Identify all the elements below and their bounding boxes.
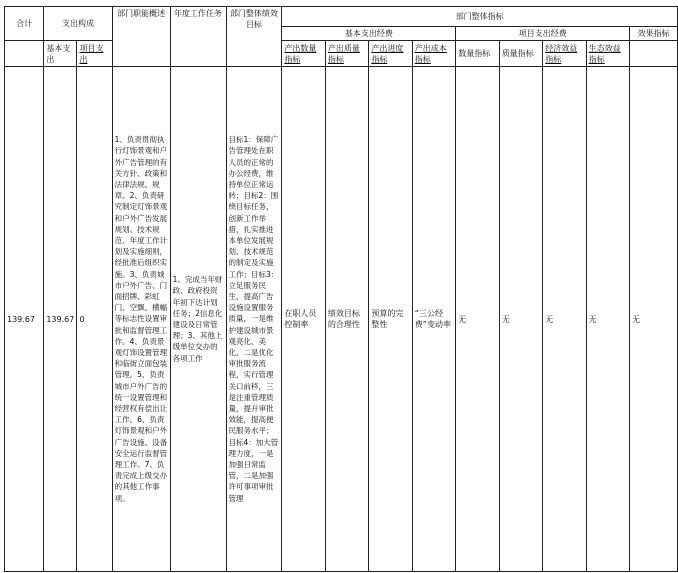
header-project-funds: 项目支出经费: [456, 27, 630, 41]
header-quality-indicator: 质量指标: [499, 41, 542, 67]
row-quantity-indicator: 无: [456, 67, 499, 572]
row-output-cost: “三公经费”变动率: [412, 67, 455, 572]
row-project: 0: [77, 67, 112, 572]
header-effect-indicator: 效果指标: [630, 27, 678, 41]
header-project-expense: 项目支出: [77, 41, 112, 67]
row-total: 139.67: [5, 67, 44, 572]
header-output-progress: 产出进度指标: [369, 41, 412, 67]
row-perf-goal: 目标1：保障广告管理处在职人员的正常的办公经费，维持单位正常运转；目标2：围绕目标任务，创新工作举措，扎实推进本单位发展规划、技术规范的制定及实施工作；目标3：立足服务民生，提高广告设施设置服务质量，一是维护建设城市景观亮化、美化，二是优化审批服务流程，实行管理关口前移，三是注重管理质量，提升审批效能，提高便民服务水平；目标4：加大管理力度，一是加强日常监管，二是加强许可事项审批管理: [226, 67, 282, 572]
header-basic-expense: 基本支出: [44, 41, 77, 67]
row-output-progress: 预算的完整性: [369, 67, 412, 572]
header-dept-function: 部门职能概述: [112, 7, 170, 67]
header-economic-benefit: 经济效益指标: [543, 41, 586, 67]
row-quality-indicator: 无: [499, 67, 542, 572]
header-expenditure-composition: 支出构成: [44, 7, 112, 41]
header-annual-task: 年度工作任务: [170, 7, 226, 67]
row-effect-indicator: 无: [630, 67, 678, 572]
header-output-quality: 产出质量指标: [325, 41, 368, 67]
header-ecological-benefit: 生态效益指标: [586, 41, 629, 67]
header-output-quantity: 产出数量指标: [282, 41, 325, 67]
header-quantity-indicator: 数量指标: [456, 41, 499, 67]
row-economic-benefit: 无: [543, 67, 586, 572]
header-output-cost: 产出成本指标: [412, 41, 455, 67]
header-perf-indicators: 部门整体指标: [282, 7, 678, 27]
header-perf-goal: 部门整体绩效目标: [226, 7, 282, 67]
row-dept-function: 1、负责贯彻执行灯饰景观和户外广告管理的有关方针、政策和法律法规、规章。2、负责研究制定灯饰景观和户外广告发展规划、技术规范、年度工作计划及实施细则，经批准后组织实施。3、负责城市户外广告、门面招牌、彩虹门、空飘、横幅等标志性设置审批和监督管理工作。4、负责景观灯饰设置管理和临街立面包装管理。5、负责城市户外广告的统一设置管理和经营权有偿出让工作。6、负责灯饰景观和户外广告设施、设备安全运行监督管理工作。7、负责完成上级交办的其他工作事项。: [112, 67, 170, 572]
row-output-quantity: 在职人员控制率: [282, 67, 325, 572]
row-annual-task: 1、完成当年财政、政府投资年初下达计划任务；2信息化建设及日常管理；3、其他上级单位交办的各项工作: [170, 67, 226, 572]
header-total: 合计: [5, 7, 44, 41]
row-output-quality: 绩效目标的合理性: [325, 67, 368, 572]
row-basic: 139.67: [44, 67, 77, 572]
row-ecological-benefit: 无: [586, 67, 629, 572]
header-basic-funds: 基本支出经费: [282, 27, 456, 41]
performance-table: [4, 6, 678, 572]
header-blank-effect: [630, 41, 678, 67]
header-blank: [5, 41, 44, 67]
